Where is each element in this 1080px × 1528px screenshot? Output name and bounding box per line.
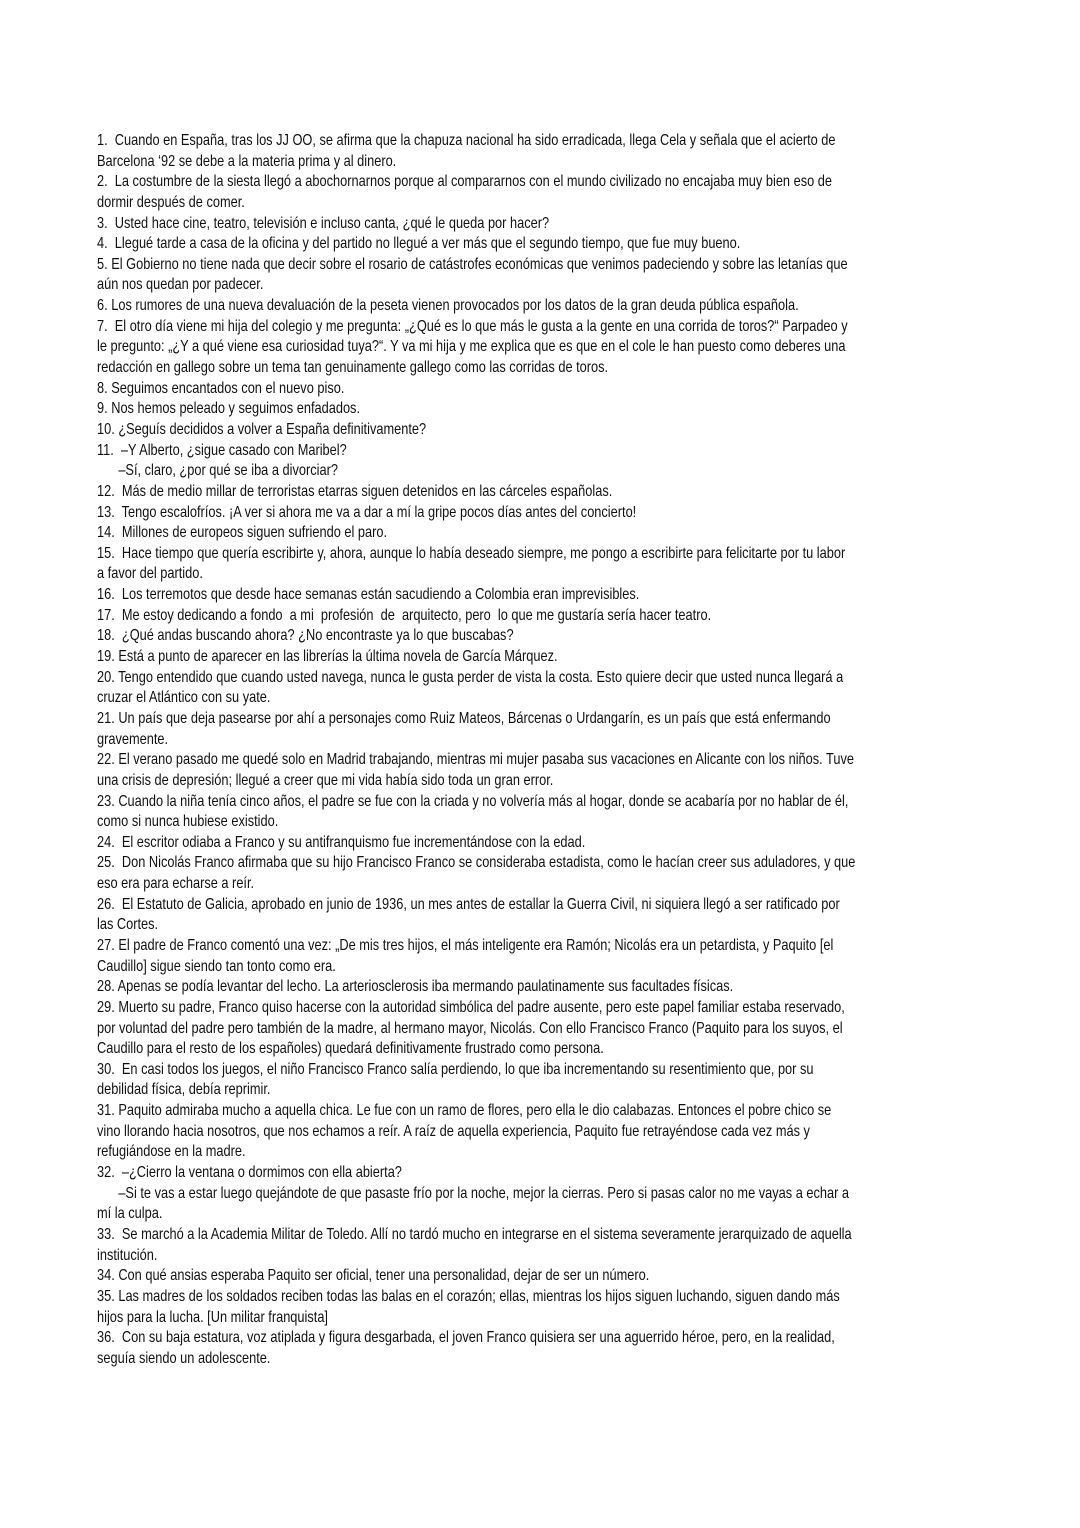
item-text-line: 33. Se marchó a la Academia Militar de Toledo. Allí no tardó mucho en integrarse en el sistema severamente jerarquizado de aquella [97,1225,852,1243]
list-item-3 [97,214,987,235]
list-item-4 [97,234,987,255]
item-text-line: –Sí, claro, ¿por qué se iba a divorciar? [97,462,338,480]
item-text-line: 27. El padre de Franco comentó una vez: „De mis tres hijos, el más inteligente era Ramón; Nicolás era un petardista, y Paquito [el [97,936,834,954]
item-text-line: 5. El Gobierno no tiene nada que decir sobre el rosario de catástrofes económicas que venimos padeciendo y sobre las letanías que [97,255,848,273]
list-item-20 [97,668,987,709]
list-item-2 [97,172,987,213]
item-text-line: Caudillo] sigue siendo tan tonto como era. [97,957,336,975]
item-text-line: –Si te vas a estar luego quejándote de que pasaste frío por la noche, mejor la cierras. Pero si pasas calor no me vayas a echar a [97,1184,850,1202]
item-text-line: 15. Hace tiempo que quería escribirte y, ahora, aunque lo había deseado siempre, me pongo a escribirte para felicitarte por tu labor [97,544,846,562]
item-text-line: 9. Nos hemos peleado y seguimos enfadados. [97,400,361,418]
list-item-7 [97,317,987,379]
list-item-33 [97,1225,987,1266]
item-text-line: 28. Apenas se podía levantar del lecho. La arteriosclerosis iba mermando paulatinamente sus facultades físicas. [97,978,734,996]
list-item-11 [97,441,987,482]
item-text-line: gravemente. [97,730,169,748]
item-text-line: 3. Usted hace cine, teatro, televisión e incluso canta, ¿qué le queda por hacer? [97,214,550,232]
item-text-line: 26. El Estatuto de Galicia, aprobado en junio de 1936, un mes antes de estallar la Guerra Civil, ni siquiera llegó a ser ratificado por [97,895,840,913]
item-text-line: 29. Muerto su padre, Franco quiso hacerse con la autoridad simbólica del padre ausente, pero este papel familiar estaba reservado, [97,998,845,1016]
item-text-line: vino llorando hacia nosotros, que nos echamos a reír. A raíz de aquella experiencia, Paquito fue retrayéndose cada vez más y [97,1122,810,1140]
list-item-35 [97,1287,987,1328]
list-item-16 [97,585,987,606]
item-text-line: Caudillo para el resto de los españoles) quedará definitivamente frustrado como persona. [97,1040,604,1058]
item-text-line: debilidad física, debía reprimir. [97,1081,271,1099]
item-text-line: 16. Los terremotos que desde hace semanas están sacudiendo a Colombia eran imprevisibles. [97,586,640,604]
list-item-13 [97,503,987,524]
document-page [97,131,987,1369]
list-item-15 [97,544,987,585]
item-text-line: 7. El otro día viene mi hija del colegio y me pregunta: „¿Qué es lo que más le gusta a la gente en una corrida de toros?“ Parpadeo y [97,317,848,335]
item-text-line: cruzar el Atlántico con su yate. [97,689,271,707]
item-text-line: una crisis de depresión; llegué a creer que mi vida había sido toda un gran error. [97,771,554,789]
item-text-line: 14. Millones de europeos siguen sufriendo el paro. [97,524,388,542]
item-text-line: 1. Cuando en España, tras los JJ OO, se afirma que la chapuza nacional ha sido erradicada, llega Cela y señala que el acierto de [97,132,836,149]
item-text-line: las Cortes. [97,916,159,934]
list-item-1 [97,131,987,172]
item-text-line: por voluntad del padre pero también de la madre, al hermano mayor, Nicolás. Con ello Francisco Franco (Paquito para los suyos, el [97,1019,843,1037]
item-text-line: 8. Seguimos encantados con el nuevo piso. [97,379,345,397]
item-text-line: hijos para la lucha. [Un militar franquista] [97,1308,328,1326]
item-text-line: 10. ¿Seguís decididos a volver a España definitivamente? [97,420,427,438]
list-item-17 [97,606,987,627]
item-text-line: 11. –Y Alberto, ¿sigue casado con Maribel? [97,441,347,459]
item-text-line: 21. Un país que deja pasearse por ahí a personajes como Ruiz Mateos, Bárcenas o Urdangarín, es un país que está enfermando [97,709,831,727]
item-text-line: 6. Los rumores de una nueva devaluación de la peseta vienen provocados por los datos de la gran deuda pública española. [97,297,799,315]
item-text-line: 20. Tengo entendido que cuando usted navega, nunca le gusta perder de vista la costa. Esto quiere decir que usted nunca llegará a [97,668,844,686]
item-text-line: 32. –¿Cierro la ventana o dormimos con ella abierta? [97,1164,402,1182]
item-text-line: 36. Con su baja estatura, voz atiplada y figura desgarbada, el joven Franco quisiera ser una aguerrido héroe, pero, en la realidad, [97,1329,835,1347]
item-text-line: 22. El verano pasado me quedé solo en Madrid trabajando, mientras mi mujer pasaba sus vacaciones en Alicante con los niños. Tuve [97,751,855,769]
item-text-line: aún nos quedan por padecer. [97,276,264,294]
list-item-6 [97,296,987,317]
item-text-line: le pregunto: „¿Y a qué viene esa curiosidad tuya?“. Y va mi hija y me explica que es que en el cole le han puesto como deberes una [97,338,846,356]
list-item-19 [97,647,987,668]
item-text-line: 12. Más de medio millar de terroristas etarras siguen detenidos en las cárceles españolas. [97,482,613,500]
list-item-28 [97,977,987,998]
list-item-31 [97,1101,987,1163]
item-text-line: 2. La costumbre de la siesta llegó a abochornarnos porque al compararnos con el mundo civilizado no encajaba muy bien eso de [97,173,832,191]
list-item-26 [97,895,987,936]
item-text-line: 18. ¿Qué andas buscando ahora? ¿No encontraste ya lo que buscabas? [97,627,514,645]
item-text-line: 34. Con qué ansias esperaba Paquito ser oficial, tener una personalidad, dejar de ser un número. [97,1267,650,1285]
item-text-line: dormir después de comer. [97,193,245,211]
item-text-line: 25. Don Nicolás Franco afirmaba que su hijo Francisco Franco se consideraba estadista, como le hacían creer sus aduladores, y que [97,854,856,872]
item-text-line: 35. Las madres de los soldados reciben todas las balas en el corazón; ellas, mientras los hijos siguen luchando, siguen dando más [97,1287,840,1305]
item-text-line: 4. Llegué tarde a casa de la oficina y del partido no llegué a ver más que el segundo tiempo, que fue muy bueno. [97,235,741,253]
item-text-line: 24. El escritor odiaba a Franco y su antifranquismo fue incrementándose con la edad. [97,833,586,851]
list-item-18 [97,626,987,647]
list-item-14 [97,523,987,544]
item-text-line: 23. Cuando la niña tenía cinco años, el padre se fue con la criada y no volvería más al hogar, donde se acabaría por no hablar de él, [97,792,849,810]
list-item-32 [97,1163,987,1225]
list-item-29 [97,998,987,1060]
list-item-36 [97,1328,987,1369]
list-item-22 [97,750,987,791]
list-item-27 [97,936,987,977]
item-text-line: 19. Está a punto de aparecer en las librerías la última novela de García Márquez. [97,648,558,666]
list-item-10 [97,420,987,441]
item-text-line: a favor del partido. [97,565,203,583]
item-text-line: 17. Me estoy dedicando a fondo a mi profesión de arquitecto, pero lo que me gustaría sería hacer teatro. [97,606,712,624]
list-item-30 [97,1060,987,1101]
item-text-line: redacción en gallego sobre un tema tan genuinamente gallego como las corridas de toros. [97,359,609,377]
item-text-line: eso era para echarse a reír. [97,875,255,893]
item-text-line: seguía siendo un adolescente. [97,1349,271,1367]
list-item-8 [97,379,987,400]
item-text-line: 30. En casi todos los juegos, el niño Francisco Franco salía perdiendo, lo que iba incrementando su resentimiento que, por su [97,1060,814,1078]
item-text-line: 31. Paquito admiraba mucho a aquella chica. Le fue con un ramo de flores, pero ella le dio calabazas. Entonces el pobre chico se [97,1102,832,1120]
item-text-line: 13. Tengo escalofríos. ¡A ver si ahora me va a dar a mí la gripe pocos días antes del concierto! [97,503,637,521]
item-text-line: mí la culpa. [97,1205,163,1223]
item-text-line: refugiándose en la madre. [97,1143,246,1161]
list-item-21 [97,709,987,750]
list-item-12 [97,482,987,503]
list-item-24 [97,833,987,854]
list-item-5 [97,255,987,296]
list-item-9 [97,399,987,420]
item-text-line: Barcelona ‘92 se debe a la materia prima y al dinero. [97,152,397,170]
list-item-25 [97,853,987,894]
list-item-34 [97,1266,987,1287]
item-text-line: como si nunca hubiese existido. [97,813,279,831]
item-text-line: institución. [97,1246,158,1264]
list-item-23 [97,792,987,833]
